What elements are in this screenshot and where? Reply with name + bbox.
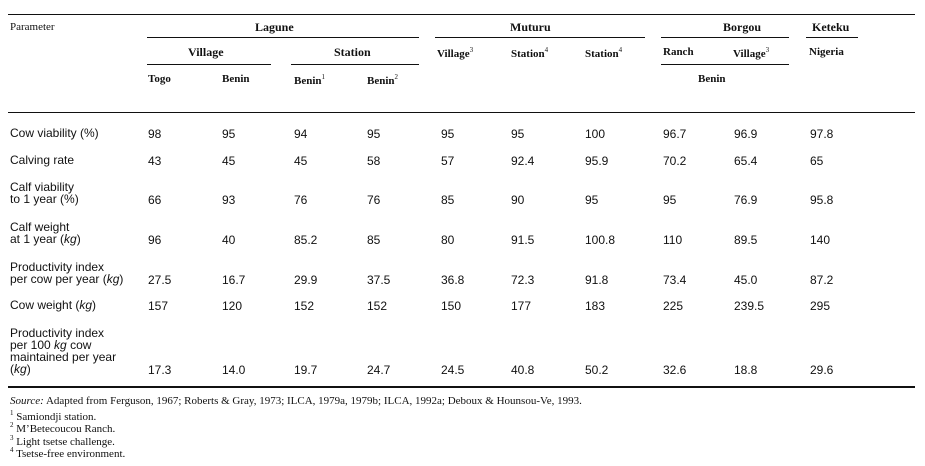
country-benin-2: Benin$^2$ xyxy=(367,73,399,87)
table-cell: 24.5 xyxy=(441,363,465,377)
table-cell: 89.5 xyxy=(734,233,758,247)
row-label-line: to 1 year (%) xyxy=(10,192,79,206)
sub-lagune-village: Village xyxy=(188,45,224,59)
sub-keteku-nigeria: Nigeria xyxy=(809,46,844,58)
source-note: Source: Adapted from Ferguson, 1967; Roberts & Gray, 1973; ILCA, 1979a, 1979b; ILCA, 1992a; Deboux & Hounsou-Ve, 1993. xyxy=(10,395,582,407)
table-cell: 73.4 xyxy=(663,273,687,287)
table-cell: 18.8 xyxy=(734,363,758,377)
table-cell: 37.5 xyxy=(367,273,391,287)
table-cell: 95 xyxy=(222,127,236,141)
table-cell: 95.8 xyxy=(810,193,834,207)
table-cell: 45 xyxy=(294,154,308,168)
table-cell: 70.2 xyxy=(663,154,687,168)
table-cell: 24.7 xyxy=(367,363,391,377)
table-bottom-rule xyxy=(8,386,915,388)
row-label-line: maintained per year xyxy=(10,350,117,364)
lagune-rule xyxy=(147,37,419,38)
table-cell: 80 xyxy=(441,233,455,247)
lagune-station-rule xyxy=(291,64,419,65)
table-cell: 57 xyxy=(441,154,455,168)
footnote-4: $^4$ Tsetse-free environment. xyxy=(10,446,126,460)
group-lagune: Lagune xyxy=(255,20,294,34)
row-label-line: Cow weight (kg) xyxy=(10,298,97,312)
table-cell: 152 xyxy=(367,299,388,313)
table-cell: 85.2 xyxy=(294,233,318,247)
table-cell: 45.0 xyxy=(734,273,758,287)
table-cell: 32.6 xyxy=(663,363,687,377)
table-cell: 36.8 xyxy=(441,273,465,287)
row-label-line: Productivity index xyxy=(10,326,105,340)
row-label xyxy=(10,154,74,166)
header-bottom-rule xyxy=(8,112,915,113)
table-cell: 95.9 xyxy=(585,154,609,168)
table-cell: 97.8 xyxy=(810,127,834,141)
group-borgou: Borgou xyxy=(723,20,762,34)
table-cell: 16.7 xyxy=(222,273,246,287)
table-top-rule xyxy=(8,14,915,15)
table-cell: 72.3 xyxy=(511,273,535,287)
country-benin-1: Benin$^1$ xyxy=(294,73,326,87)
lagune-village-rule xyxy=(147,64,271,65)
sub-lagune-station: Station xyxy=(334,45,371,59)
table-cell: 96.9 xyxy=(734,127,758,141)
table-cell: 14.0 xyxy=(222,363,246,377)
table-cell: 95 xyxy=(441,127,455,141)
table-cell: 95 xyxy=(511,127,525,141)
table-cell: 45 xyxy=(222,154,236,168)
table-cell: 19.7 xyxy=(294,363,318,377)
row-label xyxy=(10,299,96,311)
table-cell: 65 xyxy=(810,154,824,168)
table-cell: 95 xyxy=(663,193,677,207)
table-cell: 76 xyxy=(294,193,308,207)
table-cell: 100 xyxy=(585,127,606,141)
table-cell: 90 xyxy=(511,193,525,207)
table-cell: 40.8 xyxy=(511,363,535,377)
muturu-rule xyxy=(435,37,645,38)
table-cell: 95 xyxy=(585,193,599,207)
table-cell: 85 xyxy=(441,193,455,207)
row-label xyxy=(10,221,81,245)
country-togo: Togo xyxy=(148,73,171,85)
table-cell: 76 xyxy=(367,193,381,207)
table-cell: 177 xyxy=(511,299,532,313)
table-cell: 91.5 xyxy=(511,233,535,247)
table-cell: 239.5 xyxy=(734,299,765,313)
table-cell: 27.5 xyxy=(148,273,172,287)
table-cell: 183 xyxy=(585,299,606,313)
table-cell: 29.6 xyxy=(810,363,834,377)
sub-muturu-station-2: Station$^4$ xyxy=(585,46,623,60)
borgou-ranch-village-rule xyxy=(661,64,789,65)
table-cell: 85 xyxy=(367,233,381,247)
country-benin-a: Benin xyxy=(222,73,250,85)
sub-borgou-ranch: Ranch xyxy=(663,46,694,58)
table-cell: 157 xyxy=(148,299,169,313)
table-cell: 96.7 xyxy=(663,127,687,141)
table-cell: 29.9 xyxy=(294,273,318,287)
group-keteku: Keteku xyxy=(812,20,850,34)
table-cell: 225 xyxy=(663,299,684,313)
footnote-2: $^2$ M’Betecoucou Ranch. xyxy=(10,421,116,435)
row-label-line: Productivity index xyxy=(10,260,105,274)
row-label xyxy=(10,127,99,139)
table-cell: 58 xyxy=(367,154,381,168)
table-cell: 100.8 xyxy=(585,233,616,247)
table-cell: 17.3 xyxy=(148,363,172,377)
row-label-line: Calving rate xyxy=(10,153,75,167)
table-cell: 87.2 xyxy=(810,273,834,287)
borgou-rule xyxy=(661,37,789,38)
table-cell: 92.4 xyxy=(511,154,535,168)
table-cell: 152 xyxy=(294,299,315,313)
table-cell: 140 xyxy=(810,233,831,247)
table-cell: 150 xyxy=(441,299,462,313)
footnote-1: $^1$ Samiondji station. xyxy=(10,409,97,423)
row-label-line: Cow viability (%) xyxy=(10,126,99,140)
keteku-rule xyxy=(806,37,858,38)
table-cell: 93 xyxy=(222,193,236,207)
table-cell: 50.2 xyxy=(585,363,609,377)
table-cell: 65.4 xyxy=(734,154,758,168)
row-label-line: per cow per year (kg) xyxy=(10,272,124,286)
row-label-line: Calf viability xyxy=(10,180,75,194)
row-label-line: at 1 year (kg) xyxy=(10,232,81,246)
table-cell: 43 xyxy=(148,154,162,168)
group-muturu: Muturu xyxy=(510,20,551,34)
sub-borgou-village: Village$^3$ xyxy=(733,46,770,60)
row-label-line: Calf weight xyxy=(10,220,70,234)
country-borgou-benin: Benin xyxy=(698,73,726,85)
table-cell: 96 xyxy=(148,233,162,247)
row-label xyxy=(10,181,79,205)
sub-muturu-village: Village$^3$ xyxy=(437,46,474,60)
table-cell: 66 xyxy=(148,193,162,207)
row-label-line: (kg) xyxy=(10,362,31,376)
row-label-line: per 100 kg cow xyxy=(10,338,92,352)
table-cell: 95 xyxy=(367,127,381,141)
row-label xyxy=(10,327,116,375)
footnote-3: $^3$ Light tsetse challenge. xyxy=(10,434,115,448)
sub-muturu-station-1: Station$^4$ xyxy=(511,46,549,60)
header-parameter: Parameter xyxy=(10,21,55,33)
table-cell: 98 xyxy=(148,127,162,141)
table-cell: 76.9 xyxy=(734,193,758,207)
table-cell: 120 xyxy=(222,299,243,313)
table-cell: 110 xyxy=(663,233,683,247)
table-cell: 91.8 xyxy=(585,273,609,287)
table-cell: 94 xyxy=(294,127,308,141)
table-cell: 295 xyxy=(810,299,831,313)
table-cell: 40 xyxy=(222,233,236,247)
row-label xyxy=(10,261,123,285)
